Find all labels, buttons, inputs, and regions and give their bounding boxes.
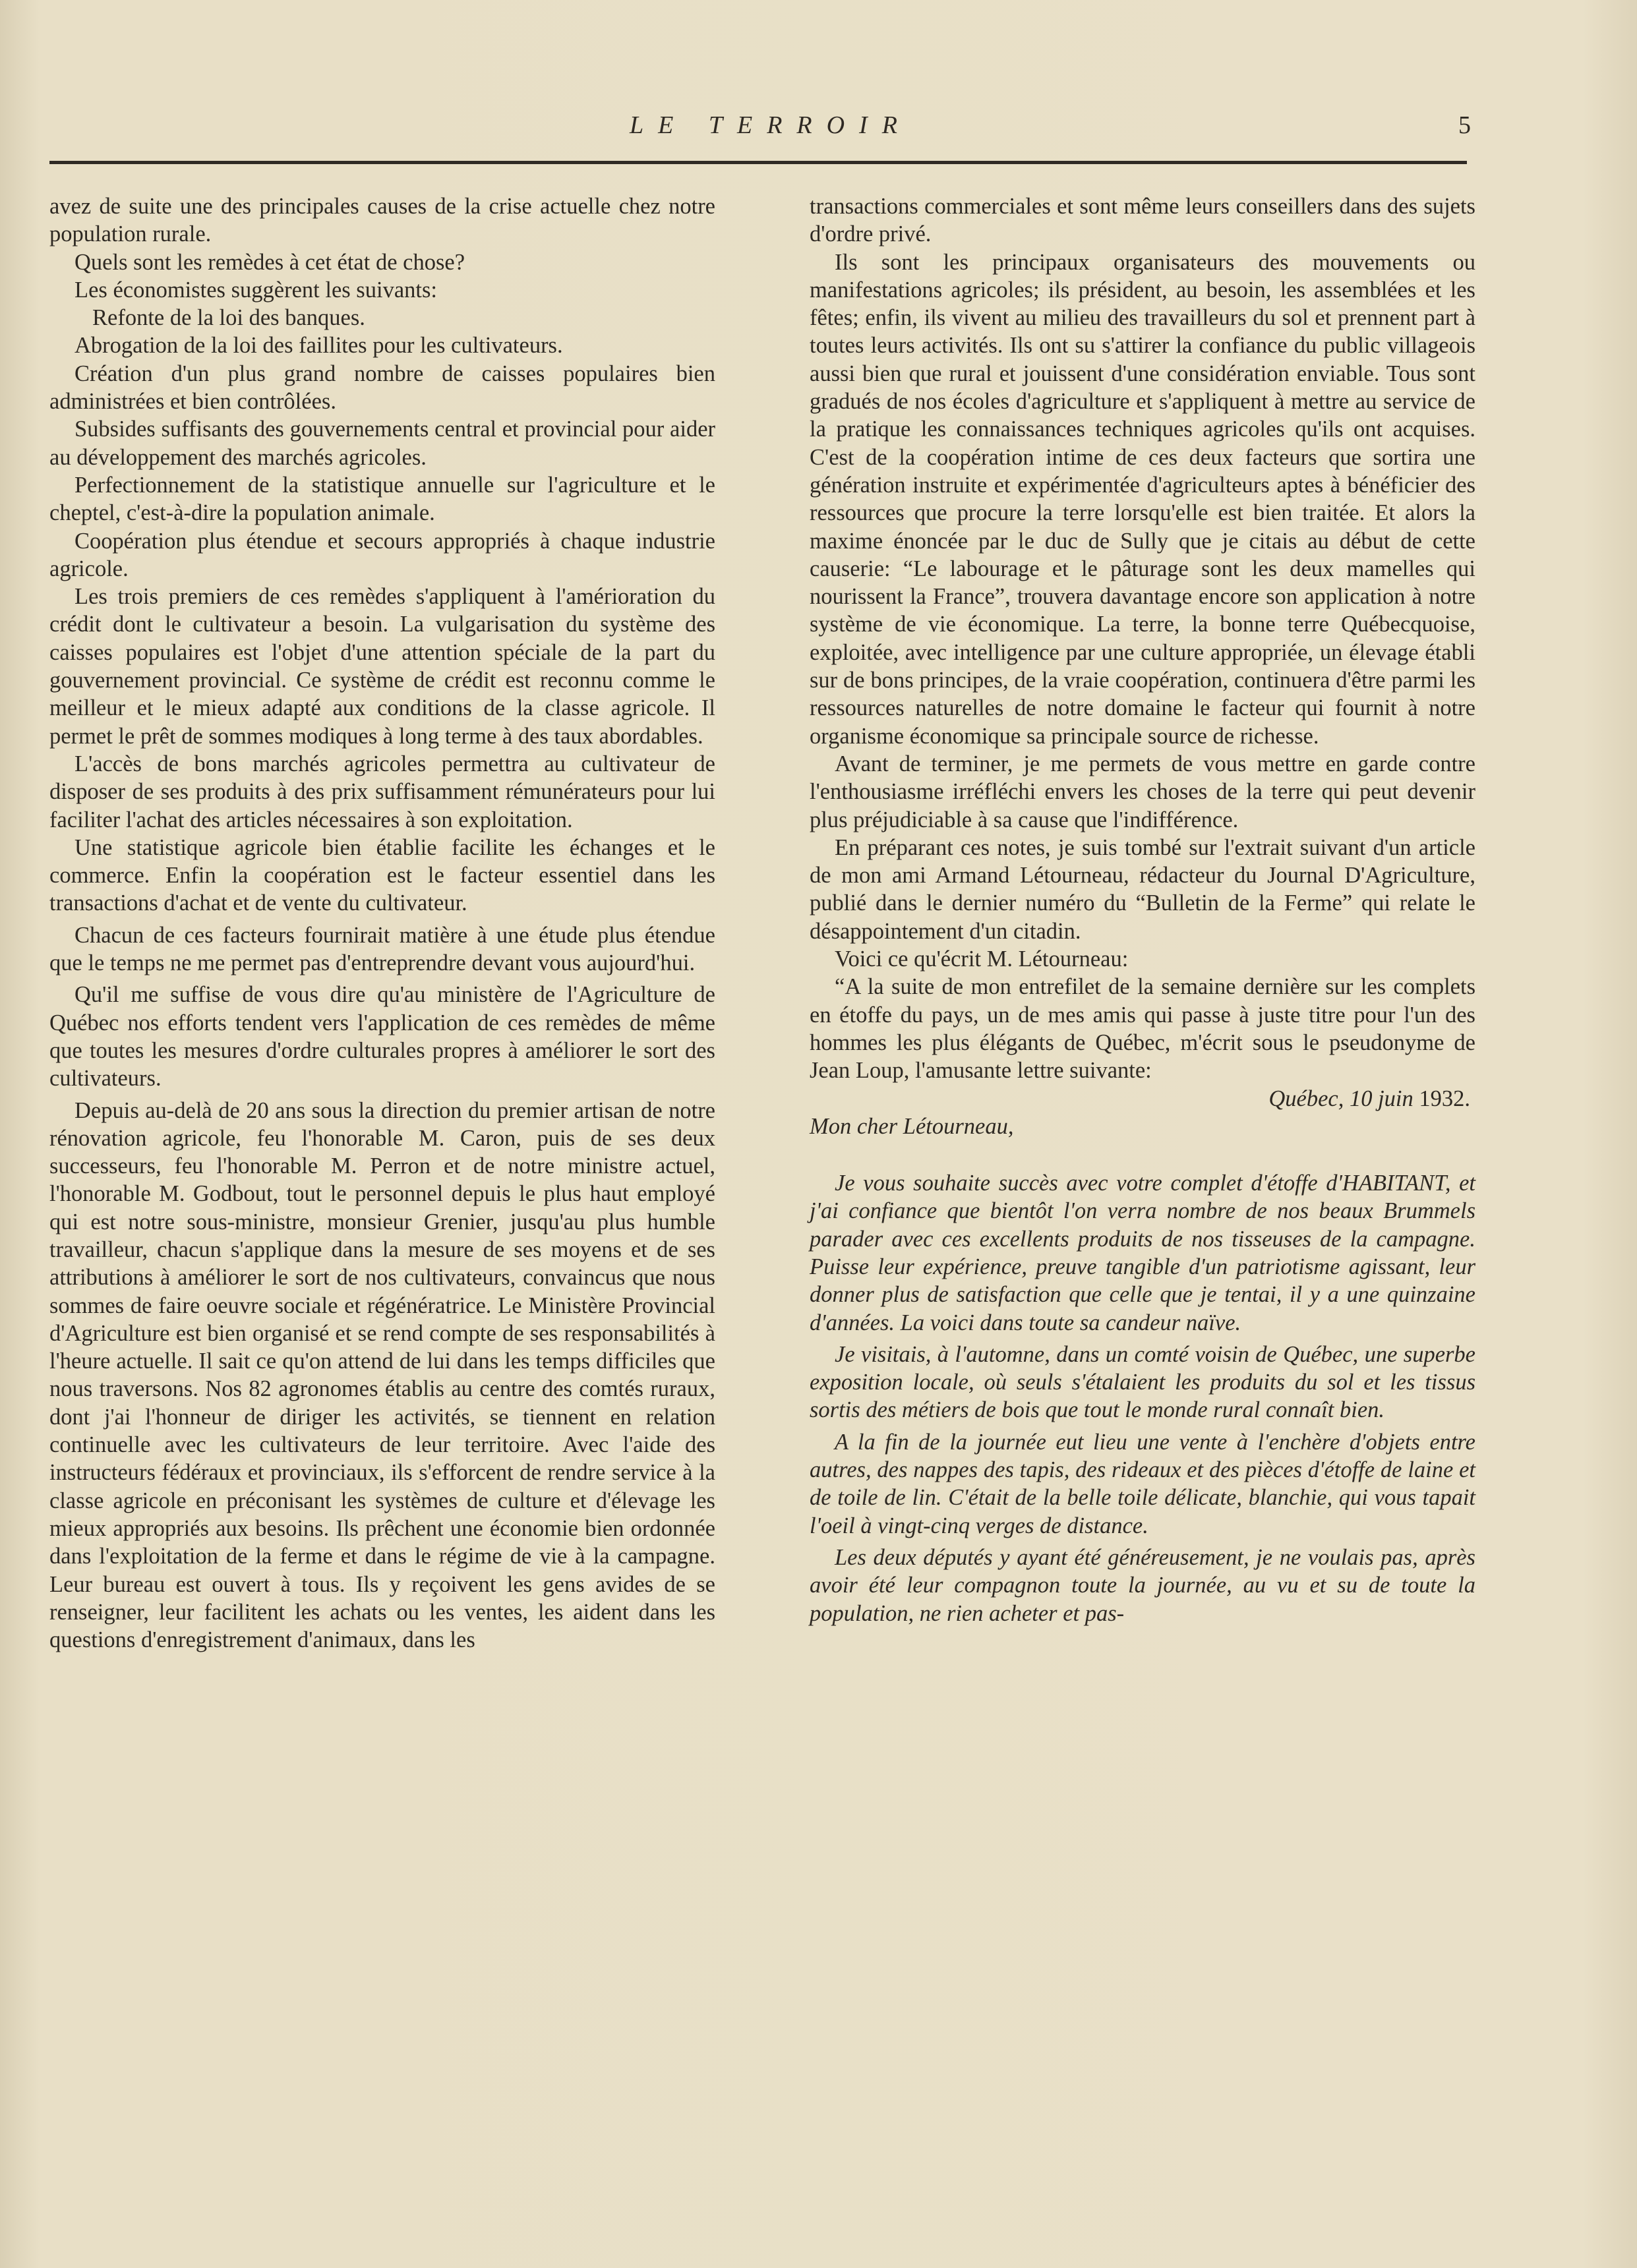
remedy-item: Coopération plus étendue et secours appropriés à chaque industrie agricole. bbox=[49, 528, 715, 581]
running-header bbox=[0, 111, 1637, 150]
letter-paragraph: Je vous souhaite succès avec votre complet d'étoffe d'HABITANT, et j'ai confiance que bientôt l'on verra nombre de nos beaux Brummels parader avec ces excellents produits de nos tisseuses de la campagne. Puisse leur expérience, preuve tangible d'un patriotisme agissant, leur donner plus de satisfaction que celle que je tentai, il y a une quinzaine d'années. La voici dans toute sa candeur naïve. bbox=[810, 1171, 1475, 1335]
paragraph: Les économistes suggèrent les suivants: bbox=[74, 277, 437, 303]
paragraph: Qu'il me suffise de vous dire qu'au ministère de l'Agriculture de Québec nos efforts tendent vers l'application de ces remèdes de même que toutes les mesures d'ordre culturales propres à améliorer le sort des cultivateurs. bbox=[49, 982, 715, 1091]
dateline-date: 10 juin bbox=[1349, 1086, 1414, 1111]
remedy-item: Abrogation de la loi des faillites pour les cultivateurs. bbox=[74, 333, 563, 359]
letter-paragraph: Les deux députés y ayant été généreusement, je ne voulais pas, après avoir été leur compagnon toute la journée, au vu et su de toute la population, ne rien acheter et pas- bbox=[810, 1544, 1475, 1626]
remedy-item: Refonte de la loi des banques. bbox=[92, 305, 365, 331]
page-number: 5 bbox=[1458, 111, 1471, 139]
paragraph: L'accès de bons marchés agricoles permettra au cultivateur de disposer de ses produits à des prix suffisamment rémunérateurs pour lui faciliter l'achat des articles nécessaires à son exploitation. bbox=[49, 751, 715, 832]
paragraph: Depuis au-delà de 20 ans sous la direction du premier artisan de notre rénovation agricole, feu l'honorable M. Caron, puis de ses deux successeurs, feu l'honorable M. Perron et de notre ministre actuel, l'honorable M. Godbout, tout le personnel depuis le plus haut employé qui est notre sous-ministre, monsieur Grenier, jusqu'au plus humble travailleur, chacun s'applique dans la mesure de ses moyens et de ses attributions à améliorer le sort de nos cultivateurs, convaincus que nous sommes de faire oeuvre sociale et régénératrice. Le Ministère Provincial d'Agriculture est bien organisé et se rend compte de ses responsabilités à l'heure actuelle. Il sait ce qu'on attend de lui dans les temps difficiles que nous traversons. Nos 82 agronomes établis au centre des comtés ruraux, dont j'ai l'honneur de diriger les activités, se tiennent en relation continuelle avec les cultivateurs de leur territoire. Avec l'aide des instructeurs fédéraux et provinciaux, ils s'efforcent de rendre service à la classe agricole en préconisant les systèmes de culture et d'élevage les mieux appropriés aux besoins. Ils prêchent une économie bien ordonnée dans l'exploitation de la ferme et dans le régime de vie à la campagne. Leur bureau est ouvert à tous. Ils y reçoivent les gens avides de se renseigner, leur facilitent les achats ou les ventes, les aident dans les questions d'enregistrement d'animaux, dans les bbox=[49, 1097, 715, 1653]
paragraph: Avant de terminer, je me permets de vous mettre en garde contre l'enthousiasme irréfléchi envers les choses de la terre qui peut devenir plus préjudiciable à sa cause que l'indifférence. bbox=[810, 751, 1475, 832]
remedy-item: Subsides suffisants des gouvernements central et provincial pour aider au développement des marchés agricoles. bbox=[49, 417, 715, 470]
paragraph: Les trois premiers de ces remèdes s'appliquent à l'amérioration du crédit dont le cultivateur a besoin. La vulgarisation du système des caisses populaires est l'objet d'une attention spéciale de la part du gouvernement provincial. Ce système de crédit est reconnu comme le meilleur et le mieux adapté aux conditions de la classe agricole. Il permet le prêt de sommes modiques à long terme à des taux abordables. bbox=[49, 584, 715, 749]
paragraph: Voici ce qu'écrit M. Létourneau: bbox=[835, 946, 1129, 972]
paragraph: “A la suite de mon entrefilet de la semaine dernière sur les complets en étoffe du pays, un de mes amis qui passe à juste titre pour l'un des hommes les plus élégants de Québec, m'écrit sous le pseudonyme de Jean Loup, l'amusante lettre suivante: bbox=[810, 974, 1475, 1084]
paragraph: En préparant ces notes, je suis tombé sur l'extrait suivant d'un article de mon ami Armand Létourneau, rédacteur du Journal D'Agriculture, publié dans le dernier numéro du “Bulletin de la Ferme” qui relate le désappointement d'un citadin. bbox=[810, 834, 1475, 944]
paragraph: transactions commerciales et sont même leurs conseillers dans des sujets d'ordre privé. bbox=[810, 194, 1475, 247]
letter-paragraph: A la fin de la journée eut lieu une vente à l'enchère d'objets entre autres, des nappes des tapis, des rideaux et des pièces d'étoffe de laine et de toile de lin. C'était de la belle toile délicate, blanchie, qui vous tapait l'oeil à vingt-cinq verges de distance. bbox=[810, 1429, 1475, 1538]
quoted-letter bbox=[810, 1085, 1475, 1627]
remedy-item: Création d'un plus grand nombre de caisses populaires bien administrées et bien contrôlées. bbox=[49, 361, 715, 415]
letter-salutation: Mon cher Létourneau, bbox=[810, 1113, 1014, 1139]
dateline-place: Québec, bbox=[1268, 1086, 1344, 1111]
running-title: LE TERROIR bbox=[630, 111, 912, 139]
letter-dateline bbox=[810, 1085, 1475, 1113]
right-column bbox=[810, 192, 1475, 1627]
paragraph: Chacun de ces facteurs fournirait matière à une étude plus étendue que le temps ne me permet pas d'entreprendre devant vous aujourd'hui. bbox=[49, 922, 715, 976]
paragraph: Une statistique agricole bien établie facilite les échanges et le commerce. Enfin la coopération est le facteur essentiel dans les transactions d'achat et de vente du cultivateur. bbox=[49, 834, 715, 916]
paragraph: avez de suite une des principales causes de la crise actuelle chez notre population rurale. bbox=[49, 194, 715, 247]
paragraph: Ils sont les principaux organisateurs des mouvements ou manifestations agricoles; ils président, au besoin, les assemblées et les fêtes; enfin, ils vivent au milieu des travailleurs du sol et prennent part à toutes leurs activités. Ils ont su s'attirer la confiance du public villageois aussi bien que rural et jouissent d'une considération enviable. Tous sont gradués de nos écoles d'agriculture et s'appliquent à mettre au service de la pratique les connaissances techniques agricoles qu'ils ont acquises. C'est de la coopération intime de ces deux facteurs que sortira une génération instruite et expérimentée d'agriculteurs aptes à bénéficier des ressources que procure la terre lorsqu'elle est bien traitée. Et alors la maxime énoncée par le duc de Sully que je citais au début de cette causerie: “Le labourage et le pâturage sont les deux mamelles qui nourissent la France”, trouvera davantage encore son application à notre système de vie économique. La terre, la bonne terre Québecquoise, exploitée, avec intelligence par une culture appropriée, un élevage établi sur de bons principes, de la vraie coopération, continuera d'être parmi les ressources naturelles de notre domaine le facteur qui fournit à notre organisme économique sa principale source de richesse. bbox=[810, 249, 1475, 749]
letter-paragraph: Je visitais, à l'automne, dans un comté voisin de Québec, une superbe exposition locale, où seuls s'étalaient les produits du sol et les tissus sortis des métiers de bois que tout le monde rural connaît bien. bbox=[810, 1341, 1475, 1423]
dateline-year: 1932. bbox=[1419, 1086, 1470, 1111]
remedy-item: Perfectionnement de la statistique annuelle sur l'agriculture et le cheptel, c'est-à-dire la population animale. bbox=[49, 472, 715, 526]
left-column bbox=[49, 192, 715, 1654]
paragraph: Quels sont les remèdes à cet état de chose? bbox=[74, 249, 465, 275]
header-rule bbox=[49, 161, 1467, 164]
